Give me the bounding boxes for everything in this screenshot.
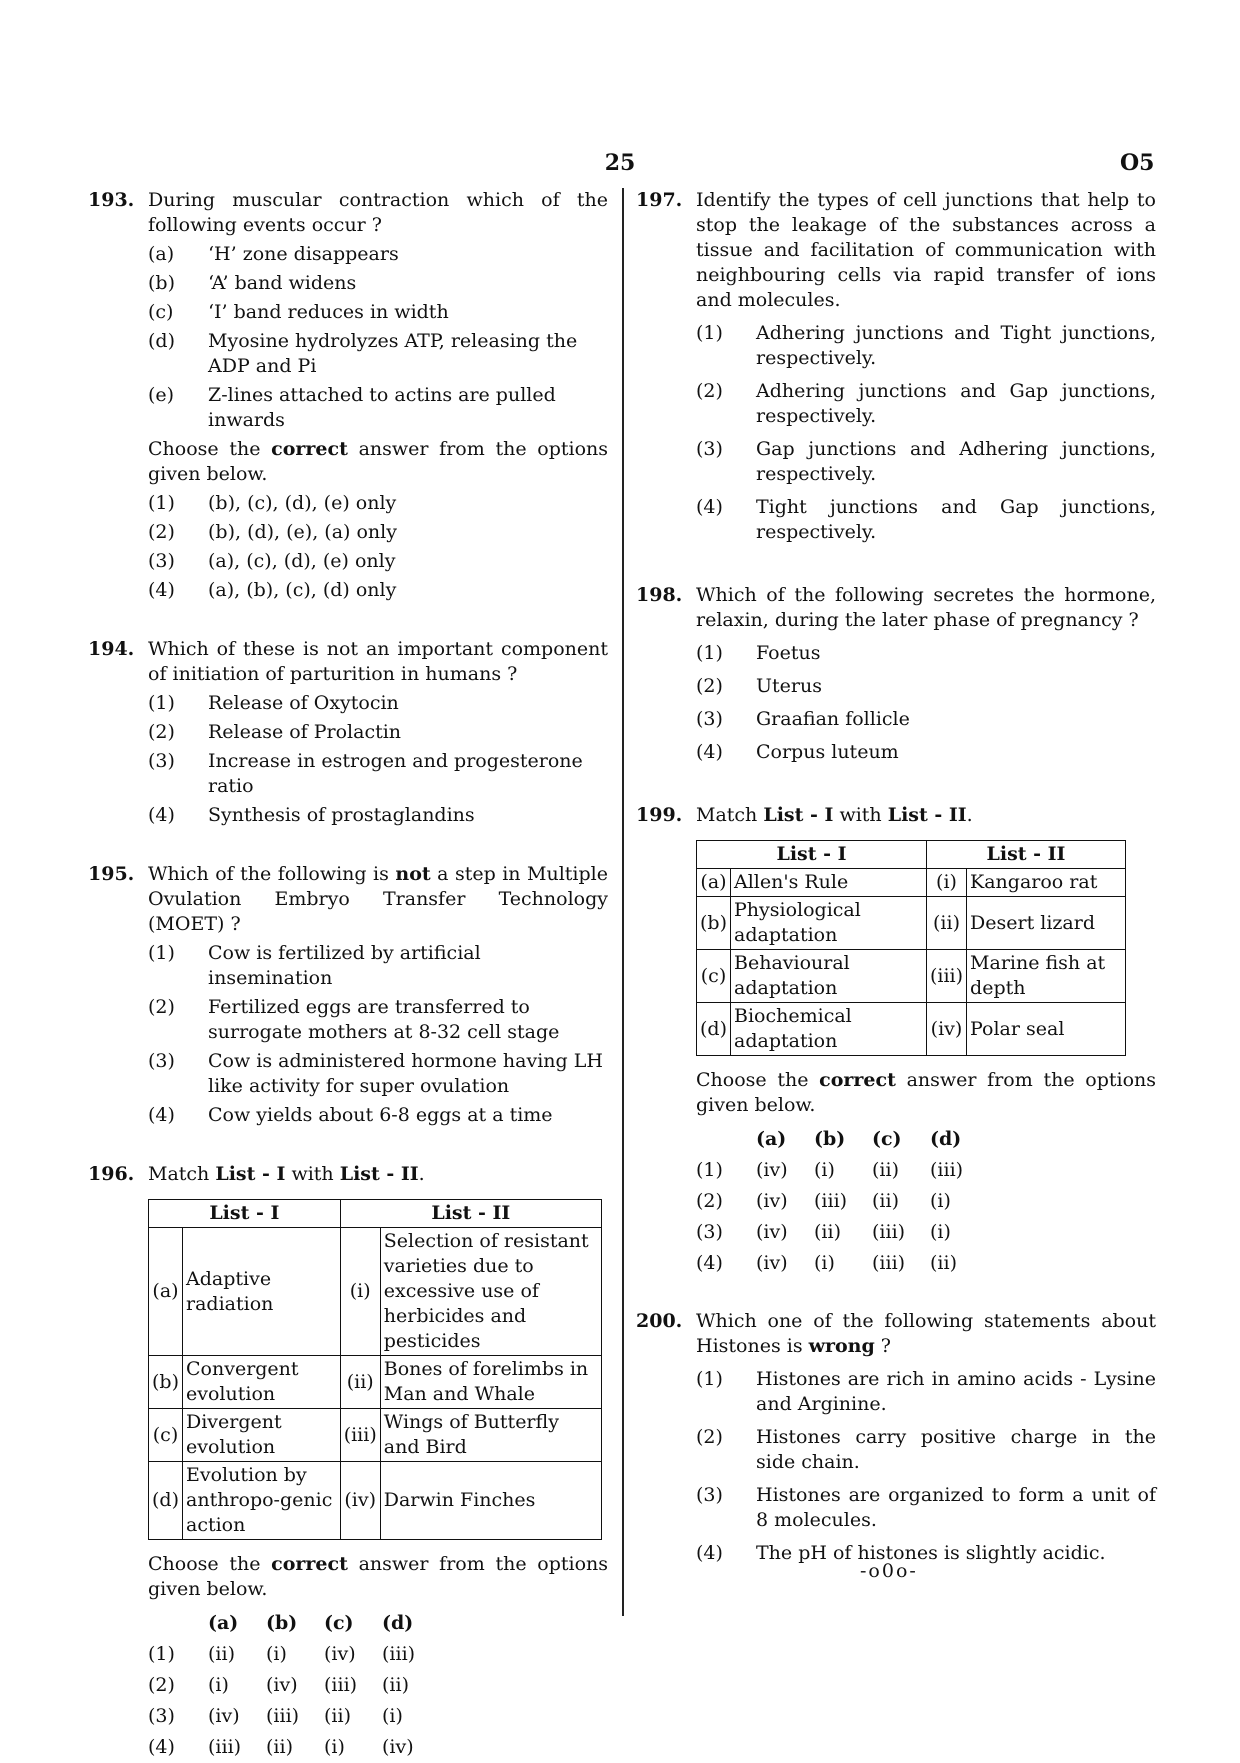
option-text: Uterus <box>756 675 822 697</box>
question-number: 193. <box>88 189 135 211</box>
option-value: (i) <box>814 1252 835 1274</box>
answer-option[interactable] <box>696 437 1156 487</box>
option-value: (iv) <box>208 1705 240 1727</box>
option-text: Increase in estrogen and progesterone ratio <box>208 750 583 797</box>
row-label: (iv) <box>926 1003 966 1056</box>
option-label: (2) <box>148 996 175 1018</box>
table-row <box>149 1228 602 1356</box>
option-value: (ii) <box>814 1221 841 1243</box>
col-head: (b) <box>814 1128 846 1150</box>
list-2-header: List - II <box>926 841 1125 869</box>
list-2-item: Kangaroo rat <box>967 869 1126 897</box>
option-label: (3) <box>148 550 175 572</box>
answer-grid <box>148 1608 440 1763</box>
option-label: (4) <box>148 1736 175 1758</box>
option-value: (ii) <box>382 1674 409 1696</box>
option-label: (3) <box>696 1484 723 1506</box>
option-value: (iv) <box>266 1674 298 1696</box>
event-label: (b) <box>148 272 175 294</box>
question-number: 198. <box>636 584 683 606</box>
option-label: (3) <box>696 708 723 730</box>
answer-option[interactable] <box>696 1186 988 1217</box>
list-1-item: Evolution by anthropo-genic action <box>183 1462 341 1540</box>
option-label: (4) <box>148 1104 175 1126</box>
answer-option[interactable] <box>696 1248 988 1279</box>
answer-option[interactable] <box>696 1367 1156 1417</box>
column-divider <box>622 188 624 1616</box>
option-text: Histones are organized to form a unit of 8 molecules. <box>756 1484 1156 1531</box>
answer-option[interactable] <box>696 1483 1156 1533</box>
option-label: (4) <box>696 741 723 763</box>
answer-option[interactable] <box>696 641 1156 666</box>
row-label: (c) <box>697 950 731 1003</box>
option-text: Release of Prolactin <box>208 721 402 743</box>
answer-options <box>696 641 1156 765</box>
answer-option[interactable] <box>148 803 608 828</box>
answer-option[interactable] <box>148 691 608 716</box>
answer-option[interactable] <box>696 321 1156 371</box>
row-label: (d) <box>149 1462 183 1540</box>
left-column <box>88 188 608 1763</box>
option-label: (4) <box>148 579 175 601</box>
option-label: (3) <box>696 438 723 460</box>
option-value: (iii) <box>324 1674 358 1696</box>
answer-option[interactable] <box>696 1155 988 1186</box>
paper-code: O5 <box>1120 150 1155 176</box>
option-value: (iii) <box>814 1190 848 1212</box>
option-text: Cow is administered hormone having LH like activity for super ovulation <box>208 1050 603 1097</box>
question-text: Which of the following secretes the hormone, relaxin, during the later phase of pregnancy ? <box>696 584 1156 631</box>
answer-options <box>696 321 1156 545</box>
answer-option[interactable] <box>148 1670 440 1701</box>
event-label: (c) <box>148 301 174 323</box>
answer-grid-header <box>696 1124 988 1155</box>
question-number: 199. <box>636 804 683 826</box>
option-value: (iv) <box>756 1221 788 1243</box>
row-label: (b) <box>697 897 731 950</box>
instruction: Choose the correct answer from the options given below. <box>148 1553 608 1600</box>
option-text: Foetus <box>756 642 821 664</box>
option-value: (iv) <box>756 1190 788 1212</box>
answer-option[interactable] <box>148 1732 440 1763</box>
option-value: (iii) <box>208 1736 242 1758</box>
answer-option[interactable] <box>148 578 608 603</box>
row-label: (iii) <box>926 950 966 1003</box>
answer-option[interactable] <box>696 495 1156 545</box>
answer-option[interactable] <box>696 674 1156 699</box>
option-value: (ii) <box>324 1705 351 1727</box>
event-item <box>148 242 608 267</box>
answer-option[interactable] <box>148 1639 440 1670</box>
option-label: (3) <box>148 1050 175 1072</box>
option-label: (1) <box>148 1643 175 1665</box>
event-text: ‘A’ band widens <box>208 272 357 294</box>
option-text: Fertilized eggs are transferred to surrogate mothers at 8-32 cell stage <box>208 996 560 1043</box>
list-1-item: Biochemical adaptation <box>731 1003 927 1056</box>
list-2-item: Selection of resistant varieties due to excessive use of herbicides and pesticides <box>380 1228 601 1356</box>
event-text: ‘I’ band reduces in width <box>208 301 449 323</box>
answer-option[interactable] <box>148 520 608 545</box>
col-head: (c) <box>872 1128 902 1150</box>
option-value: (i) <box>930 1190 951 1212</box>
col-head: (b) <box>266 1612 298 1634</box>
answer-option[interactable] <box>148 941 608 991</box>
option-text: (b), (d), (e), (a) only <box>208 521 397 543</box>
option-label: (4) <box>148 804 175 826</box>
option-label: (2) <box>696 1426 723 1448</box>
answer-options <box>148 941 608 1128</box>
event-item <box>148 329 608 379</box>
option-label: (1) <box>148 692 175 714</box>
row-label: (i) <box>340 1228 380 1356</box>
question-text: Which one of the following statements about Histones is wrong ? <box>696 1310 1156 1357</box>
option-text: Histones are rich in amino acids - Lysine and Arginine. <box>756 1368 1156 1415</box>
option-label: (3) <box>148 1705 175 1727</box>
col-head: (d) <box>382 1612 414 1634</box>
option-label: (1) <box>696 642 723 664</box>
question-193 <box>88 188 608 607</box>
option-value: (i) <box>930 1221 951 1243</box>
option-label: (2) <box>696 1190 723 1212</box>
option-text: The pH of histones is slightly acidic. <box>756 1542 1106 1564</box>
answer-option[interactable] <box>696 379 1156 429</box>
answer-options <box>696 1367 1156 1566</box>
option-value: (iii) <box>930 1159 964 1181</box>
option-value: (i) <box>324 1736 345 1758</box>
option-text: Graafian follicle <box>756 708 910 730</box>
option-text: Tight junctions and Gap junctions, respectively. <box>756 496 1156 543</box>
option-text: Release of Oxytocin <box>208 692 399 714</box>
option-label: (4) <box>696 1542 723 1564</box>
question-number: 196. <box>88 1163 135 1185</box>
question-197 <box>636 188 1156 553</box>
question-text: During muscular contraction which of the following events occur ? <box>148 189 608 236</box>
row-label: (i) <box>926 869 966 897</box>
event-label: (d) <box>148 330 175 352</box>
question-198 <box>636 583 1156 773</box>
question-200 <box>636 1309 1156 1574</box>
option-value: (ii) <box>872 1159 899 1181</box>
end-mark: -o0o- <box>860 1560 918 1582</box>
list-2-item: Wings of Butterfly and Bird <box>380 1409 601 1462</box>
answer-grid <box>696 1124 988 1279</box>
option-text: (a), (b), (c), (d) only <box>208 579 397 601</box>
option-label: (1) <box>696 322 723 344</box>
question-number: 195. <box>88 863 135 885</box>
question-199 <box>636 803 1156 1279</box>
list-2-item: Polar seal <box>967 1003 1126 1056</box>
option-value: (i) <box>266 1643 287 1665</box>
question-number: 197. <box>636 189 683 211</box>
row-label: (iii) <box>340 1409 380 1462</box>
answer-option[interactable] <box>148 1049 608 1099</box>
question-195 <box>88 862 608 1132</box>
list-1-item: Physiological adaptation <box>731 897 927 950</box>
question-text: Match List - I with List - II. <box>696 804 973 826</box>
option-label: (3) <box>148 750 175 772</box>
option-text: Adhering junctions and Tight junctions, respectively. <box>756 322 1156 369</box>
answer-grid-header <box>148 1608 440 1639</box>
list-2-item: Desert lizard <box>967 897 1126 950</box>
option-label: (1) <box>148 492 175 514</box>
list-1-item: Allen's Rule <box>731 869 927 897</box>
option-value: (ii) <box>872 1190 899 1212</box>
answer-option[interactable] <box>148 995 608 1045</box>
answer-option[interactable] <box>696 1217 988 1248</box>
list-1-header: List - I <box>697 841 927 869</box>
question-196 <box>88 1162 608 1763</box>
table-row <box>149 1462 602 1540</box>
question-text: Match List - I with List - II. <box>148 1163 425 1185</box>
option-value: (iv) <box>756 1252 788 1274</box>
question-text: Which of the following is not a step in Multiple Ovulation Embryo Transfer Technology (MOET) ? <box>148 863 608 935</box>
option-text: (a), (c), (d), (e) only <box>208 550 396 572</box>
option-text: Corpus luteum <box>756 741 899 763</box>
col-head: (a) <box>208 1612 239 1634</box>
question-text: Which of these is not an important component of initiation of parturition in humans ? <box>148 638 608 685</box>
option-label: (4) <box>696 496 723 518</box>
option-value: (iv) <box>324 1643 356 1665</box>
option-text: Adhering junctions and Gap junctions, respectively. <box>756 380 1156 427</box>
event-item <box>148 383 608 433</box>
table-row <box>149 1409 602 1462</box>
event-item <box>148 271 608 296</box>
answer-option[interactable] <box>696 1541 1156 1566</box>
answer-option[interactable] <box>148 749 608 799</box>
option-text: (b), (c), (d), (e) only <box>208 492 397 514</box>
instruction: Choose the correct answer from the options given below. <box>696 1069 1156 1116</box>
page-number: 25 <box>604 150 636 176</box>
option-text: Synthesis of prostaglandins <box>208 804 475 826</box>
option-label: (2) <box>696 675 723 697</box>
match-table <box>148 1199 602 1540</box>
event-text: ‘H’ zone disappears <box>208 243 399 265</box>
option-value: (iii) <box>872 1221 906 1243</box>
option-value: (iii) <box>382 1643 416 1665</box>
option-value: (iii) <box>872 1252 906 1274</box>
list-1-item: Divergent evolution <box>183 1409 341 1462</box>
option-value: (i) <box>382 1705 403 1727</box>
option-label: (2) <box>148 721 175 743</box>
option-value: (ii) <box>266 1736 293 1758</box>
answer-options <box>148 691 608 828</box>
option-label: (2) <box>696 380 723 402</box>
match-table <box>696 840 1126 1056</box>
answer-option[interactable] <box>148 1103 608 1128</box>
event-label: (e) <box>148 384 175 406</box>
answer-option[interactable] <box>696 740 1156 765</box>
table-row <box>697 950 1126 1003</box>
row-label: (a) <box>697 869 731 897</box>
table-row <box>149 1356 602 1409</box>
col-head: (d) <box>930 1128 962 1150</box>
row-label: (a) <box>149 1228 183 1356</box>
answer-option[interactable] <box>696 707 1156 732</box>
event-text: Myosine hydrolyzes ATP, releasing the ADP and Pi <box>208 330 578 377</box>
option-label: (3) <box>696 1221 723 1243</box>
option-text: Cow yields about 6-8 eggs at a time <box>208 1104 553 1126</box>
table-row <box>697 897 1126 950</box>
option-text: Histones carry positive charge in the side chain. <box>756 1426 1156 1473</box>
answer-option[interactable] <box>148 549 608 574</box>
answer-option[interactable] <box>696 1425 1156 1475</box>
row-label: (ii) <box>340 1356 380 1409</box>
option-label: (1) <box>148 942 175 964</box>
row-label: (d) <box>697 1003 731 1056</box>
option-label: (2) <box>148 1674 175 1696</box>
instruction: Choose the correct answer from the options given below. <box>148 438 608 485</box>
list-2-header: List - II <box>340 1200 601 1228</box>
option-label: (1) <box>696 1368 723 1390</box>
answer-option[interactable] <box>148 1701 440 1732</box>
event-label: (a) <box>148 243 175 265</box>
row-label: (ii) <box>926 897 966 950</box>
answer-option[interactable] <box>148 491 608 516</box>
question-number: 200. <box>636 1310 683 1332</box>
option-value: (ii) <box>930 1252 957 1274</box>
table-row <box>697 1003 1126 1056</box>
row-label: (iv) <box>340 1462 380 1540</box>
option-value: (iii) <box>266 1705 300 1727</box>
option-value: (iv) <box>756 1159 788 1181</box>
question-text: Identify the types of cell junctions that help to stop the leakage of the substances across a tissue and facilitation of communication with neighbouring cells via rapid transfer of ions and molecules. <box>696 189 1156 311</box>
list-2-item: Darwin Finches <box>380 1462 601 1540</box>
list-1-header: List - I <box>149 1200 341 1228</box>
row-label: (c) <box>149 1409 183 1462</box>
right-column <box>636 188 1156 1574</box>
event-text: Z-lines attached to actins are pulled inwards <box>208 384 556 431</box>
question-194 <box>88 637 608 832</box>
option-label: (1) <box>696 1159 723 1181</box>
list-1-item: Adaptive radiation <box>183 1228 341 1356</box>
list-2-item: Bones of forelimbs in Man and Whale <box>380 1356 601 1409</box>
col-head: (c) <box>324 1612 354 1634</box>
col-head: (a) <box>756 1128 787 1150</box>
event-list <box>148 242 608 433</box>
option-text: Cow is fertilized by artificial insemination <box>208 942 481 989</box>
event-item <box>148 300 608 325</box>
table-row <box>697 869 1126 897</box>
list-1-item: Convergent evolution <box>183 1356 341 1409</box>
option-value: (i) <box>814 1159 835 1181</box>
list-2-item: Marine fish at depth <box>967 950 1126 1003</box>
question-number: 194. <box>88 638 135 660</box>
answer-option[interactable] <box>148 720 608 745</box>
option-value: (ii) <box>208 1643 235 1665</box>
answer-options <box>148 491 608 603</box>
row-label: (b) <box>149 1356 183 1409</box>
list-1-item: Behavioural adaptation <box>731 950 927 1003</box>
option-value: (i) <box>208 1674 229 1696</box>
option-value: (iv) <box>382 1736 414 1758</box>
option-label: (4) <box>696 1252 723 1274</box>
option-label: (2) <box>148 521 175 543</box>
option-text: Gap junctions and Adhering junctions, respectively. <box>756 438 1156 485</box>
